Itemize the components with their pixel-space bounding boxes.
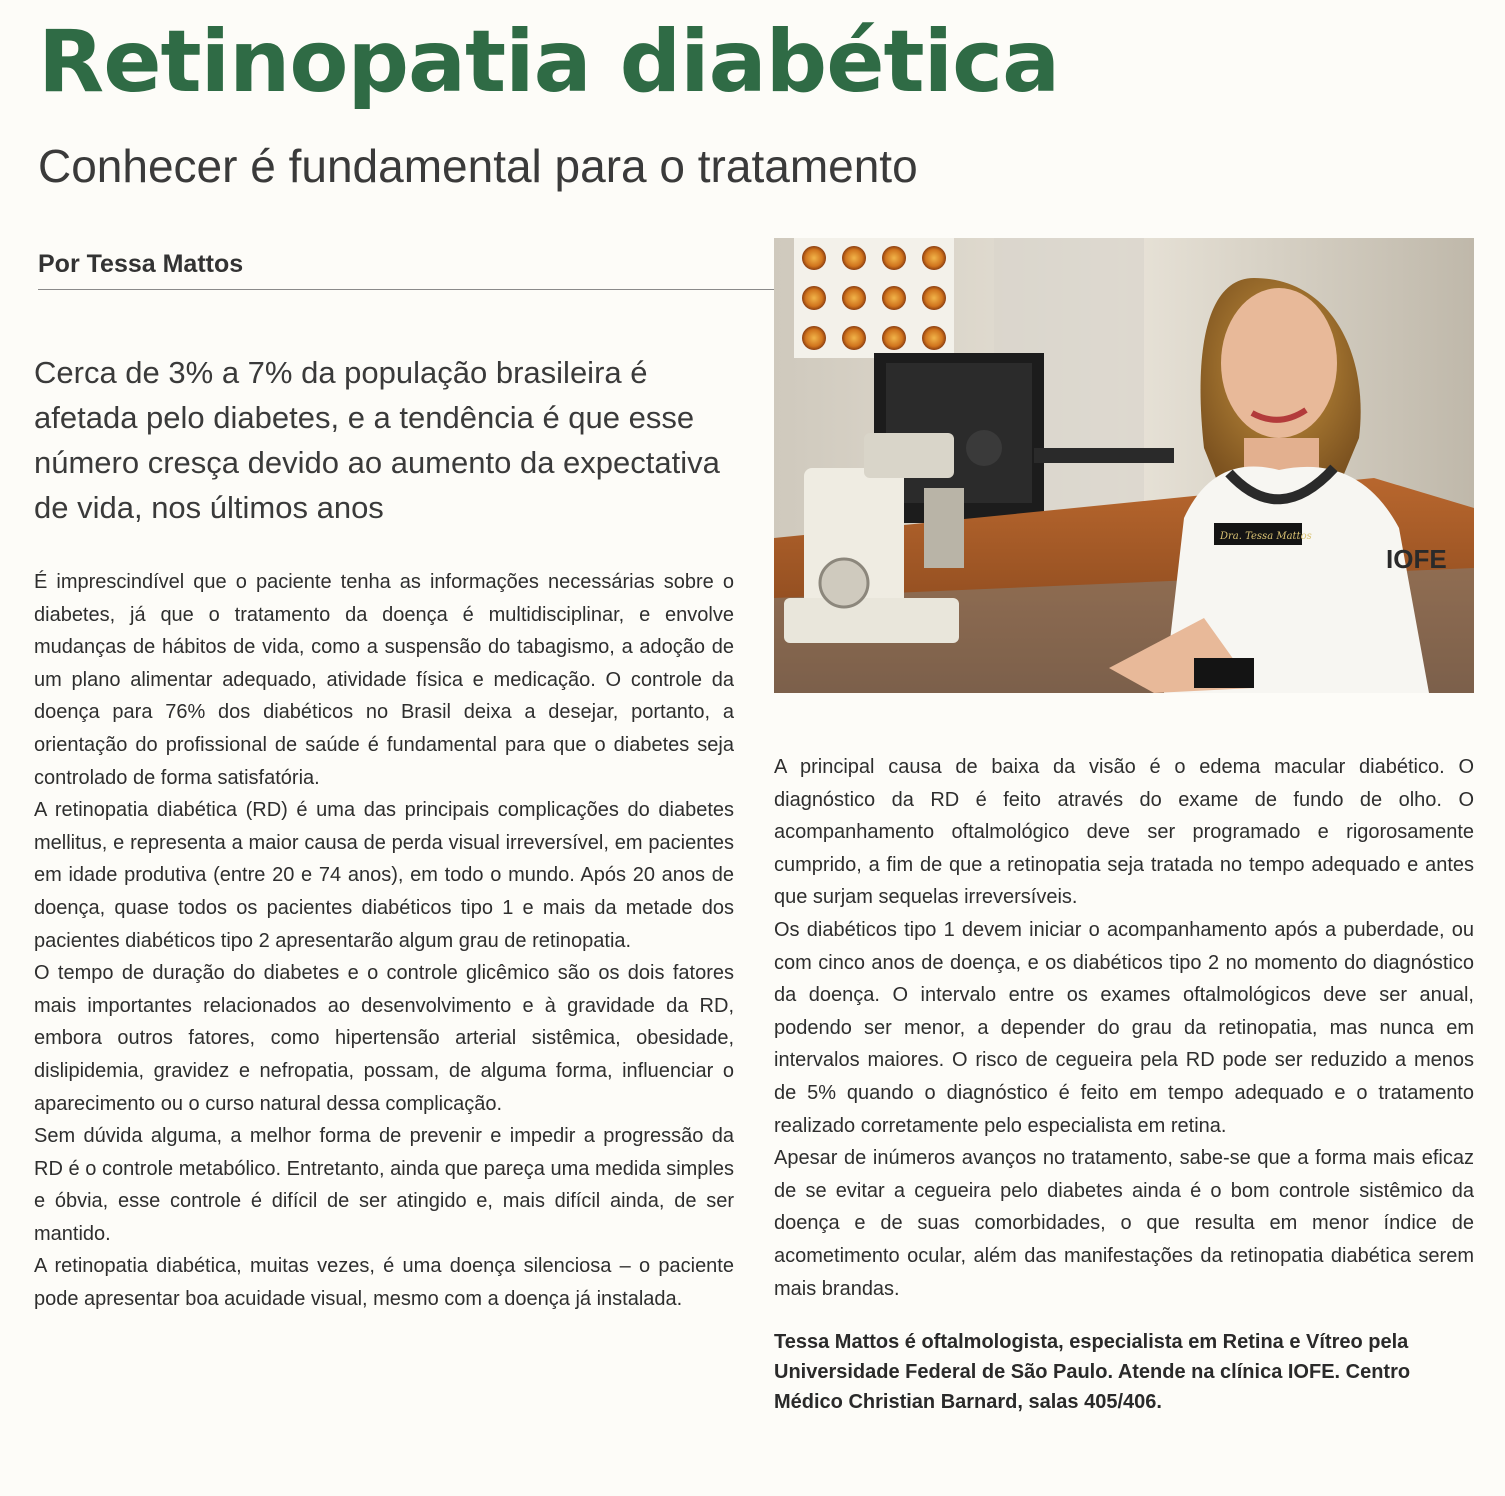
author-bio: Tessa Mattos é oftalmologista, especialista em Retina e Vítreo pela Universidade Federal de São Paulo. Atende na clínica IOFE. Centro Médico Christian Barnard, salas 405/406. xyxy=(774,1331,1411,1414)
paragraph: A principal causa de baixa da visão é o edema macular diabético. O diagnóstico da RD é feito através do exame de fundo de olho. O acompanhamento oftalmológico deve ser programado e rigorosamente cumprido, a fim de que a retinopatia seja tratada no tempo adequado e antes que surjam sequelas irreversíveis. xyxy=(774,756,1474,909)
doctor-photo xyxy=(774,238,1474,693)
paragraph: É imprescindível que o paciente tenha as informações necessárias sobre o diabetes, já que o tratamento da doença é multidisciplinar, e envolve mudanças de hábitos de vida, como a suspensão do tabagismo, a adoção de um plano alimentar adequado, atividade física e medicação. O controle da doença para 76% dos diabéticos no Brasil deixa a desejar, portanto, a orientação do profissional de saúde é fundamental para que o diabetes seja controlado de forma satisfatória. xyxy=(34,571,734,789)
name-badge: Dra. Tessa Mattos xyxy=(1220,531,1312,542)
iofe-logo: IOFE xyxy=(1386,544,1447,574)
paragraph: A retinopatia diabética, muitas vezes, é uma doença silenciosa – o paciente pode apresentar boa acuidade visual, mesmo com a doença já instalada. xyxy=(34,1255,734,1311)
article-subtitle: Conhecer é fundamental para o tratamento xyxy=(38,140,918,192)
right-column xyxy=(774,751,1474,1417)
paragraph: O tempo de duração do diabetes e o controle glicêmico são os dois fatores mais importantes relacionados ao desenvolvimento e à gravidade da RD, embora outros fatores, como hipertensão arterial sistêmica, obesidade, dislipidemia, gravidez e nefropatia, possam, de alguma forma, influenciar o aparecimento ou o curso natural dessa complicação. xyxy=(34,962,734,1115)
paragraph: Apesar de inúmeros avanços no tratamento, sabe-se que a forma mais eficaz de se evitar a cegueira pelo diabetes ainda é o bom controle sistêmico da doença e de suas comorbidades, o que resulta em menor índice de acometimento ocular, além das manifestações da retinopatia diabética serem mais brandas. xyxy=(774,1147,1474,1300)
article-title: Retinopatia diabética xyxy=(38,12,1060,112)
lead-paragraph: Cerca de 3% a 7% da população brasileira é afetada pelo diabetes, e a tendência é que esse número cresça devido ao aumento da expectativa de vida, nos últimos anos xyxy=(34,355,720,525)
byline-divider xyxy=(38,289,774,290)
left-column xyxy=(34,566,734,1316)
paragraph: A retinopatia diabética (RD) é uma das principais complicações do diabetes mellitus, e representa a maior causa de perda visual irreversível, em pacientes em idade produtiva (entre 20 e 74 anos), em todo o mundo. Após 20 anos de doença, quase todos os pacientes diabéticos tipo 1 e mais da metade dos pacientes diabéticos tipo 2 apresentarão algum grau de retinopatia. xyxy=(34,799,734,952)
author-byline: Por Tessa Mattos xyxy=(38,250,244,278)
paragraph: Os diabéticos tipo 1 devem iniciar o acompanhamento após a puberdade, ou com cinco anos de doença, e os diabéticos tipo 2 no momento do diagnóstico da doença. O intervalo entre os exames oftalmológicos deve ser anual, podendo ser menor, a depender do grau da retinopatia, mas nunca em intervalos maiores. O risco de cegueira pela RD pode ser reduzido a menos de 5% quando o diagnóstico é feito em tempo adequado e o tratamento realizado corretamente pelo especialista em retina. xyxy=(774,918,1474,1137)
paragraph: Sem dúvida alguma, a melhor forma de prevenir e impedir a progressão da RD é o controle metabólico. Entretanto, ainda que pareça uma medida simples e óbvia, esse controle é difícil de ser atingido e, mais difícil ainda, de ser mantido. xyxy=(34,1125,734,1245)
